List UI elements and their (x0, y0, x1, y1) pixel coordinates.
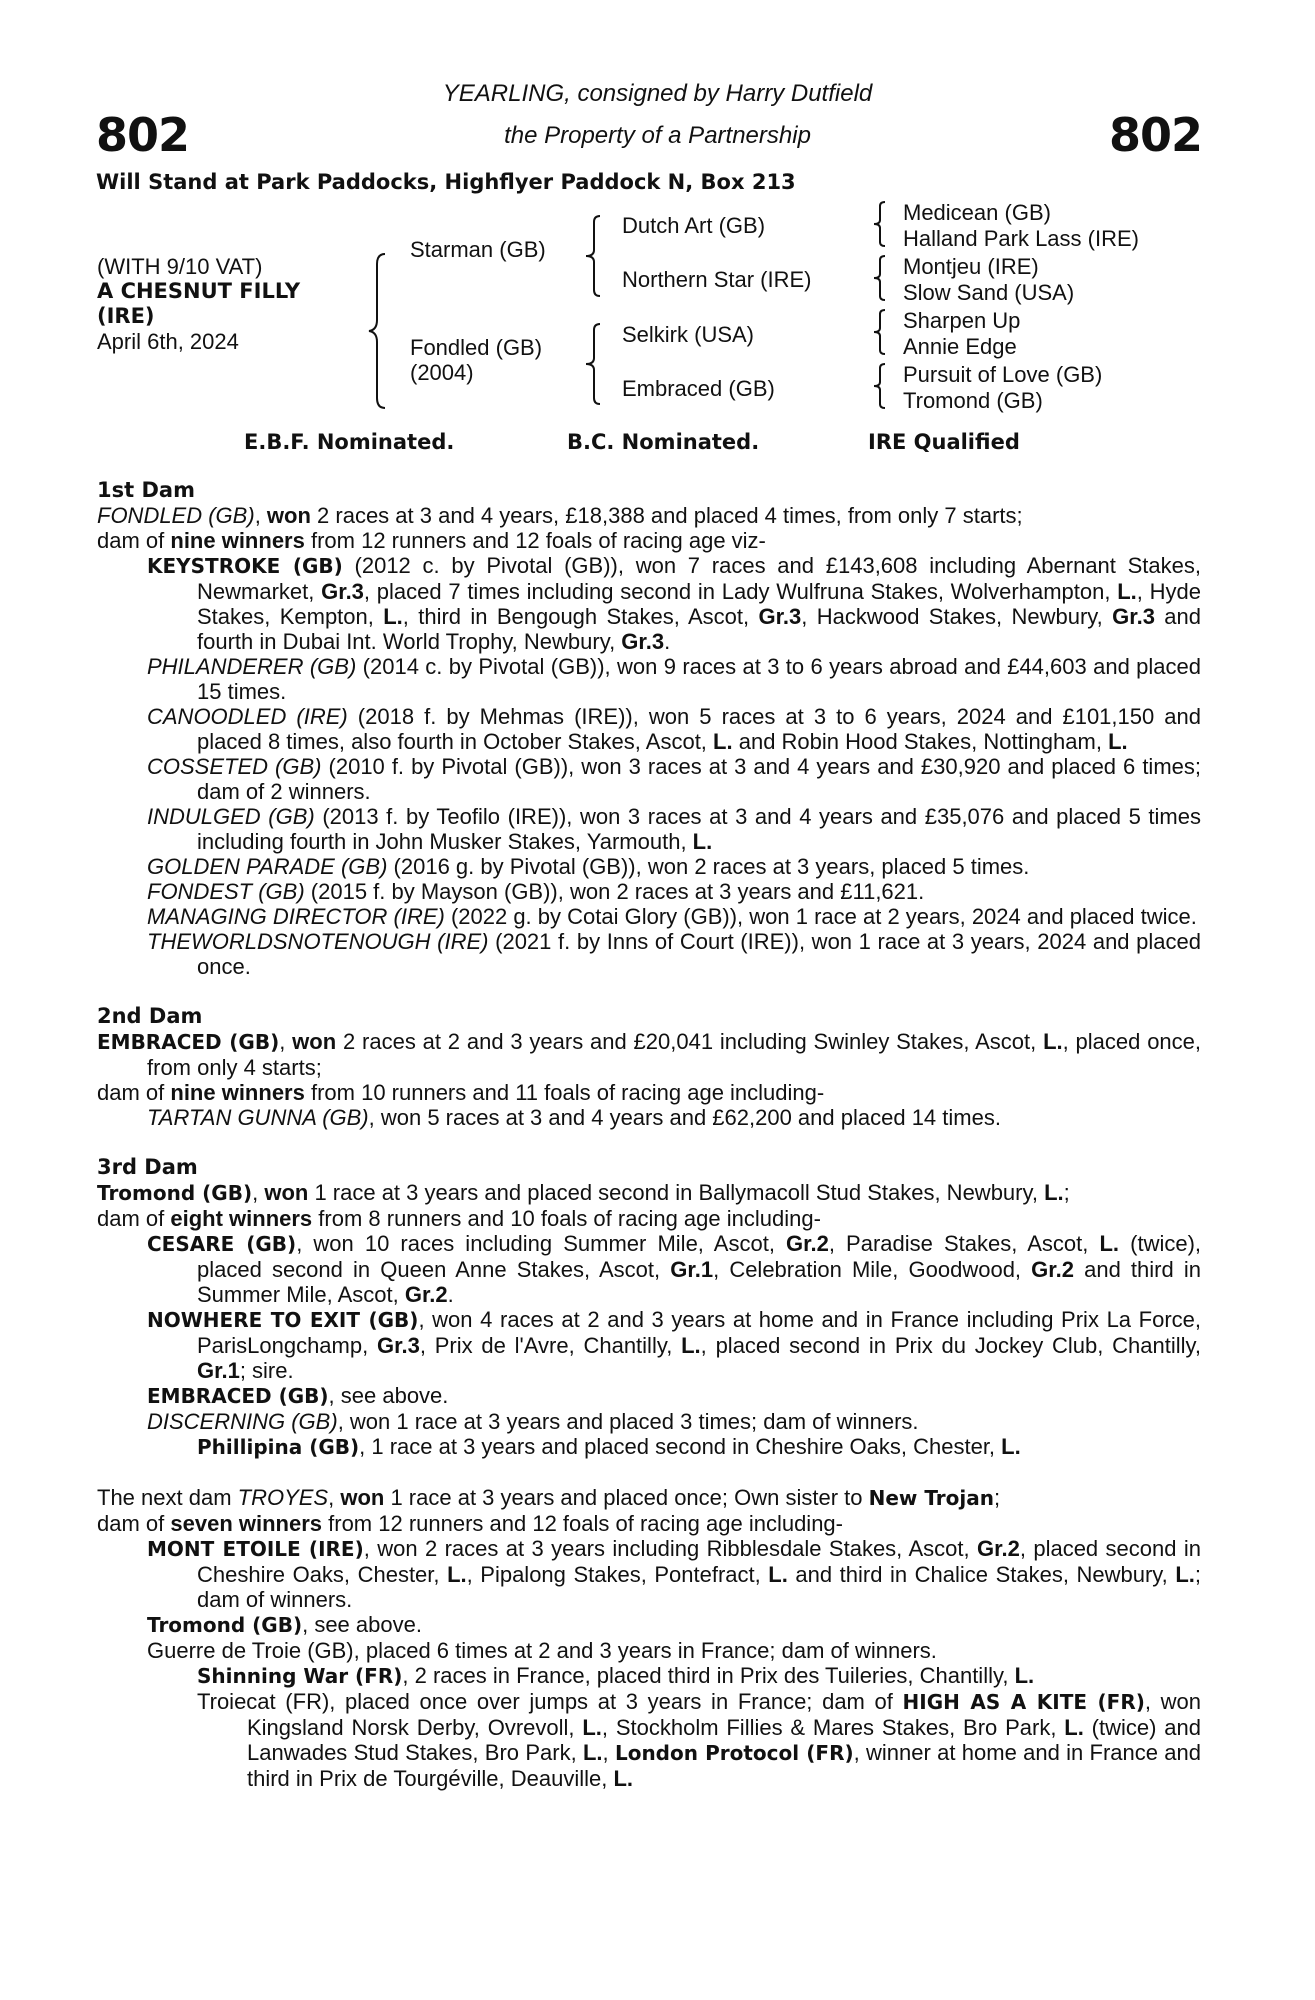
horse-name-bold: Shinning War (FR) (197, 1664, 403, 1688)
section-heading: 2nd Dam (97, 1004, 203, 1028)
text: from 12 runners and 12 foals of racing age viz- (304, 528, 766, 553)
text: Troiecat (FR), placed once over jumps at 3 years in France; dam of (197, 1689, 903, 1714)
produce-intro (97, 1206, 1201, 1231)
text: ; dam of winners. (197, 1562, 1201, 1612)
produce-entry (147, 654, 1201, 704)
text: , placed second in Cheshire Oaks, Chester, (197, 1536, 1202, 1587)
bold-text: Gr.2 (404, 1282, 448, 1307)
produce-entry (147, 1105, 1201, 1130)
text: (2010 f. by Pivotal (GB)), won 3 races at 3 and 4 years and £30,920 and placed 6 times; dam of 2 winners. (197, 754, 1201, 804)
lot-number-right: 802 (1108, 108, 1202, 162)
text: , Pipalong Stakes, Pontefract, (466, 1562, 769, 1587)
bold-text: Gr.2 (786, 1231, 829, 1256)
horse-name-bold: CESARE (GB) (147, 1232, 297, 1256)
horse-name-italic: CANOODLED (IRE) (147, 704, 348, 729)
horse-name-italic: THEWORLDSNOTENOUGH (IRE) (147, 929, 489, 954)
granddam-maternal: Embraced (GB) (622, 376, 775, 401)
produce-entry (197, 1663, 1201, 1689)
pedigree-brace-ggs-3 (870, 308, 888, 356)
horse-name-bold: NOWHERE TO EXIT (GB) (147, 1308, 419, 1332)
text: , 1 race at 3 years and placed second in Cheshire Oaks, Chester, (359, 1434, 1002, 1459)
bold-text: nine winners (170, 1080, 305, 1105)
text: from 12 runners and 12 foals of racing age including- (322, 1511, 843, 1536)
bold-text: L. (1099, 1231, 1120, 1256)
next-dam-section (97, 1485, 1201, 1791)
produce-entry (147, 1536, 1201, 1612)
granddam-paternal: Northern Star (IRE) (622, 267, 812, 292)
pedigree-brace-main (365, 252, 389, 410)
bc-nomination: B.C. Nominated. (567, 430, 760, 454)
text: , won 5 races at 3 and 4 years and £62,200 and placed 14 times. (368, 1105, 1001, 1130)
text: ; (1063, 1180, 1070, 1205)
horse-name-bold: HIGH AS A KITE (FR) (902, 1690, 1145, 1714)
produce-entry (147, 904, 1201, 929)
produce-entry (147, 1307, 1201, 1383)
text: , won Kingsland Norsk Derby, Ovrevoll, (247, 1689, 1202, 1740)
bold-text: Gr.3 (377, 1333, 420, 1358)
produce-intro (97, 528, 1201, 553)
text: (2012 c. by Pivotal (GB)), won 7 races and £143,608 including Abernant Stakes, Newmarket, (197, 553, 1202, 604)
produce-list (97, 1231, 1201, 1460)
text: (twice), placed second in Queen Anne Stakes, Ascot, (197, 1231, 1202, 1282)
text: 1 race at 3 years and placed once; Own sister to (384, 1485, 869, 1510)
text: ; sire. (239, 1358, 294, 1383)
ire-qualification: IRE Qualified (868, 430, 1020, 454)
produce-entry (147, 754, 1201, 804)
pedigree-brace-ggs-1 (870, 200, 888, 248)
bold-text: L. (582, 1740, 603, 1765)
bold-text: L. (582, 1715, 602, 1740)
bold-text: Gr.2 (1031, 1257, 1074, 1282)
bold-text: eight winners (170, 1206, 313, 1231)
third-dam-section (97, 1155, 1201, 1460)
pedigree-brace-ggs-2 (870, 254, 888, 302)
text: (2018 f. by Mehmas (IRE)), won 5 races at 3 to 6 years, 2024 and £101,150 and placed 8 times, also fourth in October Stakes, Ascot, (197, 704, 1201, 754)
produce-entry (147, 854, 1201, 879)
text: (2014 c. by Pivotal (GB)), won 9 races at 3 to 6 years abroad and £44,603 and placed 15 times. (197, 654, 1201, 704)
bold-text: L. (1001, 1434, 1021, 1459)
section-heading: 1st Dam (97, 478, 195, 502)
text: , winner at home and in France and third in Prix de Tourgéville, Deauville, (247, 1740, 1201, 1791)
bold-text: L. (1064, 1715, 1084, 1740)
produce-entry (147, 804, 1201, 854)
pedigree-brace-ggs-4 (870, 362, 888, 410)
bold-text: won (340, 1485, 385, 1510)
bold-text: L. (1108, 729, 1128, 754)
text: , won 4 races at 2 and 3 years at home and in France including Prix La Force, ParisLongchamp, (197, 1307, 1202, 1358)
bold-text: won (266, 503, 311, 528)
horse-name-bold: Phillipina (GB) (197, 1435, 360, 1459)
bold-text: L. (447, 1562, 467, 1587)
horse-name-bold: EMBRACED (GB) (97, 1030, 280, 1054)
text: , Celebration Mile, Goodwood, (713, 1257, 1032, 1282)
great-grandparent: Halland Park Lass (IRE) (903, 226, 1139, 251)
text: , Hackwood Stakes, Newbury, (801, 604, 1113, 629)
bold-text: L. (1043, 1029, 1063, 1054)
horse-name-italic: MANAGING DIRECTOR (IRE) (147, 904, 445, 929)
produce-entry (147, 879, 1201, 904)
great-grandparent: Montjeu (IRE) (903, 254, 1039, 279)
text: and fourth in Dubai Int. World Trophy, Newbury, (197, 604, 1201, 654)
text: , placed 7 times including second in Lady Wulfruna Stakes, Wolverhampton, (363, 579, 1118, 604)
text: and third in Chalice Stakes, Newbury, (787, 1562, 1176, 1587)
text: , (602, 1740, 615, 1765)
dam-year: (2004) (410, 360, 474, 385)
foaling-date: April 6th, 2024 (97, 329, 239, 354)
bold-text: Gr.3 (758, 604, 802, 629)
section-heading: 3rd Dam (97, 1155, 198, 1179)
text: (2021 f. by Inns of Court (IRE)), won 1 race at 3 years, 2024 and placed once. (197, 929, 1201, 979)
text: Guerre de Troie (GB), placed 6 times at 2 and 3 years in France; dam of winners. (147, 1638, 937, 1663)
produce-entry (147, 704, 1201, 754)
horse-name-italic: PHILANDERER (GB) (147, 654, 357, 679)
bold-text: Gr.3 (621, 629, 665, 654)
produce-list (97, 1536, 1201, 1791)
horse-description-origin: (IRE) (97, 304, 155, 328)
text: , 2 races in France, placed third in Prix des Tuileries, Chantilly, (402, 1663, 1015, 1688)
bold-text: L. (1117, 579, 1137, 604)
text: , won 2 races at 3 years including Ribblesdale Stakes, Ascot, (363, 1536, 978, 1561)
bold-text: Gr.3 (321, 579, 364, 604)
grandsire-paternal: Dutch Art (GB) (622, 213, 766, 238)
bold-text: L. (1044, 1180, 1064, 1205)
text: dam of (97, 528, 171, 553)
ebf-nomination: E.B.F. Nominated. (244, 430, 455, 454)
text: (2016 g. by Pivotal (GB)), won 2 races at 3 years, placed 5 times. (387, 854, 1030, 879)
text: dam of (97, 1080, 171, 1105)
horse-name-italic: FONDEST (GB) (147, 879, 305, 904)
sire: Starman (GB) (410, 237, 546, 262)
text: (2013 f. by Teofilo (IRE)), won 3 races at 3 and 4 years and £35,076 and placed 5 times including fourth in John Musker Stakes, Yarmouth, (197, 804, 1201, 854)
bold-text: L. (383, 604, 403, 629)
horse-name-italic: TARTAN GUNNA (GB) (147, 1105, 369, 1130)
text: , won 1 race at 3 years and placed 3 times; dam of winners. (337, 1409, 919, 1434)
produce-list (97, 553, 1201, 979)
text: ; (994, 1485, 1001, 1510)
text: dam of (97, 1511, 171, 1536)
horse-name-italic: TROYES (237, 1485, 329, 1510)
text: , third in Bengough Stakes, Ascot, (402, 604, 759, 629)
produce-entry (147, 1638, 1201, 1663)
text: dam of (97, 1206, 171, 1231)
text: The next dam (97, 1485, 238, 1510)
dam-summary (97, 1180, 1201, 1206)
great-grandparent: Tromond (GB) (903, 388, 1043, 413)
grandsire-maternal: Selkirk (USA) (622, 322, 755, 347)
text: , Hyde Stakes, Kempton, (197, 579, 1201, 629)
bold-text: Gr.3 (1112, 604, 1155, 629)
pedigree-brace-dam (582, 322, 604, 406)
horse-name-italic: GOLDEN PARADE (GB) (147, 854, 388, 879)
catalogue-body (97, 478, 1201, 1791)
horse-name-bold: New Trojan (868, 1486, 994, 1510)
text: from 10 runners and 11 foals of racing age including- (304, 1080, 825, 1105)
text: , Stockholm Fillies & Mares Stakes, Bro Park, (601, 1715, 1065, 1740)
produce-entry (197, 1689, 1201, 1791)
dam-summary (97, 503, 1201, 528)
text: 2 races at 2 and 3 years and £20,041 including Swinley Stakes, Ascot, (336, 1029, 1044, 1054)
bold-text: Gr.2 (977, 1536, 1020, 1561)
consignment-line: YEARLING, consigned by Harry Dutfield (442, 80, 873, 107)
text: 1 race at 3 years and placed second in Ballymacoll Stud Stakes, Newbury, (308, 1180, 1045, 1205)
horse-name-italic: COSSETED (GB) (147, 754, 322, 779)
dam-summary (97, 1485, 1201, 1511)
text: , Prix de l'Avre, Chantilly, (419, 1333, 682, 1358)
horse-name-bold: London Protocol (FR) (614, 1741, 854, 1765)
horse-name-bold: Tromond (GB) (147, 1613, 303, 1637)
lot-number-left: 802 (96, 108, 190, 162)
text: , placed once, from only 4 starts; (147, 1029, 1202, 1080)
horse-name-italic: INDULGED (GB) (147, 804, 315, 829)
bold-text: won (264, 1180, 309, 1205)
bold-text: L. (1175, 1562, 1195, 1587)
produce-entry (147, 1231, 1201, 1307)
first-dam-section (97, 478, 1201, 979)
horse-description: A CHESNUT FILLY (97, 279, 301, 303)
ownership-line: the Property of a Partnership (504, 122, 811, 149)
produce-list (97, 1105, 1201, 1130)
text: , see above. (302, 1612, 422, 1637)
text: and third in Summer Mile, Ascot, (197, 1257, 1201, 1307)
text: from 8 runners and 10 foals of racing age including- (312, 1206, 821, 1231)
produce-entry (147, 553, 1201, 654)
horse-name-bold: KEYSTROKE (GB) (147, 554, 343, 578)
bold-text: seven winners (170, 1511, 323, 1536)
great-grandparent: Medicean (GB) (903, 200, 1051, 225)
bold-text: Gr.1 (670, 1257, 714, 1282)
great-grandparent: Slow Sand (USA) (903, 280, 1075, 305)
text: . (447, 1282, 454, 1307)
dam-summary (97, 1029, 1201, 1080)
dam: Fondled (GB) (410, 335, 543, 360)
text: , won 10 races including Summer Mile, Ascot, (296, 1231, 787, 1256)
text: , Paradise Stakes, Ascot, (828, 1231, 1100, 1256)
text: . (664, 629, 671, 654)
text: , (279, 1029, 293, 1054)
produce-intro (97, 1511, 1201, 1536)
horse-name-italic: DISCERNING (GB) (147, 1409, 338, 1434)
text: , (254, 503, 267, 528)
text: and Robin Hood Stakes, Nottingham, (732, 729, 1109, 754)
horse-name-italic: FONDLED (GB) (97, 503, 255, 528)
bold-text: Gr.1 (197, 1358, 240, 1383)
great-grandparent: Pursuit of Love (GB) (903, 362, 1103, 387)
bold-text: L. (681, 1333, 701, 1358)
bold-text: nine winners (170, 528, 305, 553)
pedigree-brace-sire (582, 214, 604, 298)
text: , see above. (328, 1383, 449, 1408)
text: (2015 f. by Mayson (GB)), won 2 races at 3 years and £11,621. (304, 879, 925, 904)
stabling-location: Will Stand at Park Paddocks, Highflyer Paddock N, Box 213 (96, 170, 796, 194)
produce-intro (97, 1080, 1201, 1105)
produce-entry (197, 1434, 1201, 1460)
bold-text: L. (1014, 1663, 1035, 1688)
great-grandparent: Annie Edge (903, 334, 1017, 359)
produce-entry (147, 1383, 1201, 1409)
great-grandparent: Sharpen Up (903, 308, 1021, 333)
text: , placed second in Prix du Jockey Club, Chantilly, (700, 1333, 1201, 1358)
text: (2022 g. by Cotai Glory (GB)), won 1 race at 2 years, 2024 and placed twice. (444, 904, 1197, 929)
text: (twice) and Lanwades Stud Stakes, Bro Park, (247, 1715, 1201, 1765)
horse-name-bold: EMBRACED (GB) (147, 1384, 329, 1408)
bold-text: L. (613, 1766, 633, 1791)
horse-name-bold: MONT ETOILE (IRE) (147, 1537, 364, 1561)
produce-entry (147, 1409, 1201, 1434)
bold-text: won (292, 1029, 337, 1054)
vat-note: (WITH 9/10 VAT) (97, 254, 263, 279)
bold-text: L. (713, 729, 733, 754)
text: , (252, 1180, 265, 1205)
produce-entry (147, 1612, 1201, 1638)
bold-text: L. (768, 1562, 788, 1587)
bold-text: L. (692, 829, 713, 854)
text: 2 races at 3 and 4 years, £18,388 and placed 4 times, from only 7 starts; (310, 503, 1023, 528)
second-dam-section (97, 1004, 1201, 1130)
horse-name-bold: Tromond (GB) (97, 1181, 253, 1205)
produce-entry (147, 929, 1201, 979)
text: , (328, 1485, 341, 1510)
